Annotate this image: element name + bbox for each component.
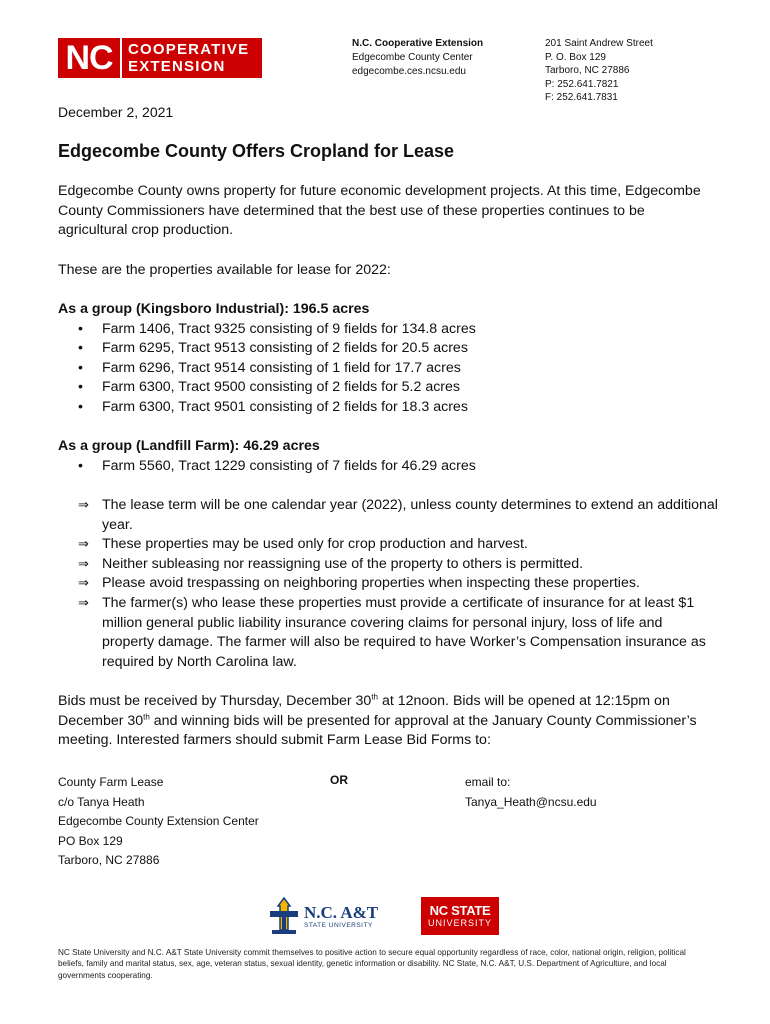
arrow-icon: ⇒	[78, 576, 89, 592]
superscript: th	[371, 692, 378, 702]
list-item-text: Farm 6300, Tract 9500 consisting of 2 fields for 5.2 acres	[102, 379, 461, 396]
term-item	[58, 555, 718, 575]
equal-opportunity-footer: NC State University and N.C. A&T State University commit themselves to positive action to secure equal opportunity regardless of race, color, national origin, religion, political beliefs, family and marital status, sex, age, veteran status, sexual identity, genetic information or disability. NC State, N.C. A&T, U.S. Department of Agriculture, and local governments cooperating.	[58, 948, 686, 980]
list-item-text: Farm 1406, Tract 9325 consisting of 9 fields for 134.8 acres	[102, 320, 476, 337]
list-item	[58, 320, 476, 340]
arrow-icon: ⇒	[78, 498, 89, 513]
term-text: Please avoid trespassing on neighboring properties when inspecting these properties.	[102, 575, 640, 592]
email-address-link[interactable]: Tanya_Heath@ncsu.edu	[465, 794, 597, 809]
list-item	[58, 359, 476, 379]
term-item	[58, 594, 718, 672]
address-line: Tarboro, NC 27886	[545, 65, 630, 77]
list-item-text: Farm 5560, Tract 1229 consisting of 7 fields for 46.29 acres	[102, 457, 476, 474]
mail-line: Edgecombe County Extension Center	[58, 814, 259, 828]
mail-line: c/o Tanya Heath	[58, 794, 145, 809]
list-item-text: Farm 6296, Tract 9514 consisting of 1 field for 17.7 acres	[102, 359, 461, 376]
bids-paragraph	[58, 692, 718, 751]
arrow-icon: ⇒	[78, 556, 89, 572]
available-paragraph: These are the properties available for lease for 2022:	[58, 262, 391, 278]
list-item	[58, 457, 476, 477]
list-item-text: Farm 6295, Tract 9513 consisting of 2 fields for 20.5 acres	[102, 340, 468, 357]
header-address	[545, 37, 653, 105]
logo-wordmark	[120, 38, 262, 78]
org-center: Edgecombe County Center	[352, 52, 473, 63]
or-label: OR	[330, 773, 348, 787]
ncsu-name: NC STATE	[429, 902, 491, 918]
header-org-info	[352, 37, 483, 79]
org-name: N.C. Cooperative Extension	[352, 38, 484, 49]
nc-state-logo	[421, 897, 499, 935]
bids-text: and winning bids will be presented for approval at the January County Commissioner’s meeting. Interested farmers should submit Farm Lease Bid Forms to:	[58, 712, 697, 749]
mail-line: PO Box 129	[58, 833, 123, 848]
bids-text: Bids must be received by Thursday, December 30	[58, 693, 372, 709]
property-group-landfill	[58, 437, 476, 476]
aggie-icon	[268, 897, 300, 935]
mail-line: County Farm Lease	[58, 775, 164, 789]
org-website: edgecombe.ces.ncsu.edu	[352, 66, 466, 77]
phone-line: P: 252.641.7821	[545, 78, 619, 90]
letter-date: December 2, 2021	[58, 104, 174, 120]
ncsu-subtitle: UNIVERSITY	[427, 917, 492, 928]
email-block	[465, 773, 597, 812]
arrow-icon: ⇒	[78, 537, 89, 553]
term-text: Neither subleasing nor reassigning use of the property to others is permitted.	[102, 555, 584, 572]
ncat-subtitle: STATE UNIVERSITY	[304, 921, 373, 929]
list-item	[58, 378, 476, 398]
term-text: These properties may be used only for crop production and harvest.	[102, 536, 528, 553]
mail-line: Tarboro, NC 27886	[58, 853, 160, 867]
bullet-icon: •	[78, 359, 83, 376]
list-item-text: Farm 6300, Tract 9501 consisting of 2 fields for 18.3 acres	[102, 398, 468, 415]
logo-line-1: COOPERATIVE	[128, 41, 250, 58]
intro-paragraph: Edgecombe County owns property for future economic development projects. At this time, Edgecombe County Commissioners have determined that the best use of these properties continues to be agricultural crop production.	[58, 183, 701, 239]
fax-line: F: 252.641.7831	[545, 92, 618, 104]
ncat-name: N.C. A&T	[304, 902, 379, 922]
document-title: Edgecombe County Offers Cropland for Lease	[58, 141, 455, 161]
bullet-icon: •	[78, 320, 83, 337]
list-item	[58, 398, 476, 418]
bullet-icon: •	[78, 379, 83, 396]
bullet-icon: •	[78, 457, 83, 474]
logo-nc-mark: NC	[58, 38, 120, 78]
term-text: The farmer(s) who lease these properties must provide a certificate of insurance for at least $1 million general public liability insurance covering claims for personal injury, loss of life and property damage. The farmer will also be required to have Worker’s Compensation insurance as required by North Carolina law.	[102, 594, 706, 670]
list-item	[58, 339, 476, 359]
nc-cooperative-extension-logo	[58, 38, 262, 78]
email-label: email to:	[465, 775, 511, 789]
bullet-icon: •	[78, 340, 83, 357]
term-item	[58, 535, 718, 555]
address-line: P. O. Box 129	[545, 51, 606, 63]
bids-text: at 12noon. Bids will be opened at 12:15pm on December 30	[58, 693, 670, 729]
property-group-kingsboro	[58, 300, 476, 418]
group-heading: As a group (Kingsboro Industrial): 196.5 acres	[58, 301, 370, 317]
superscript: th	[143, 711, 150, 721]
address-line: 201 Saint Andrew Street	[545, 38, 653, 49]
mail-address	[58, 773, 259, 871]
term-item	[58, 574, 718, 594]
arrow-icon: ⇒	[78, 595, 89, 611]
ncat-wordmark	[304, 904, 378, 929]
lease-terms-list	[58, 496, 718, 672]
group-heading: As a group (Landfill Farm): 46.29 acres	[58, 438, 320, 454]
bullet-icon: •	[78, 398, 83, 415]
logo-line-2: EXTENSION	[128, 58, 226, 75]
term-text: The lease term will be one calendar year (2022), unless county determines to extend an additional year.	[102, 497, 718, 533]
term-item	[58, 496, 718, 535]
ncat-logo	[268, 897, 384, 935]
